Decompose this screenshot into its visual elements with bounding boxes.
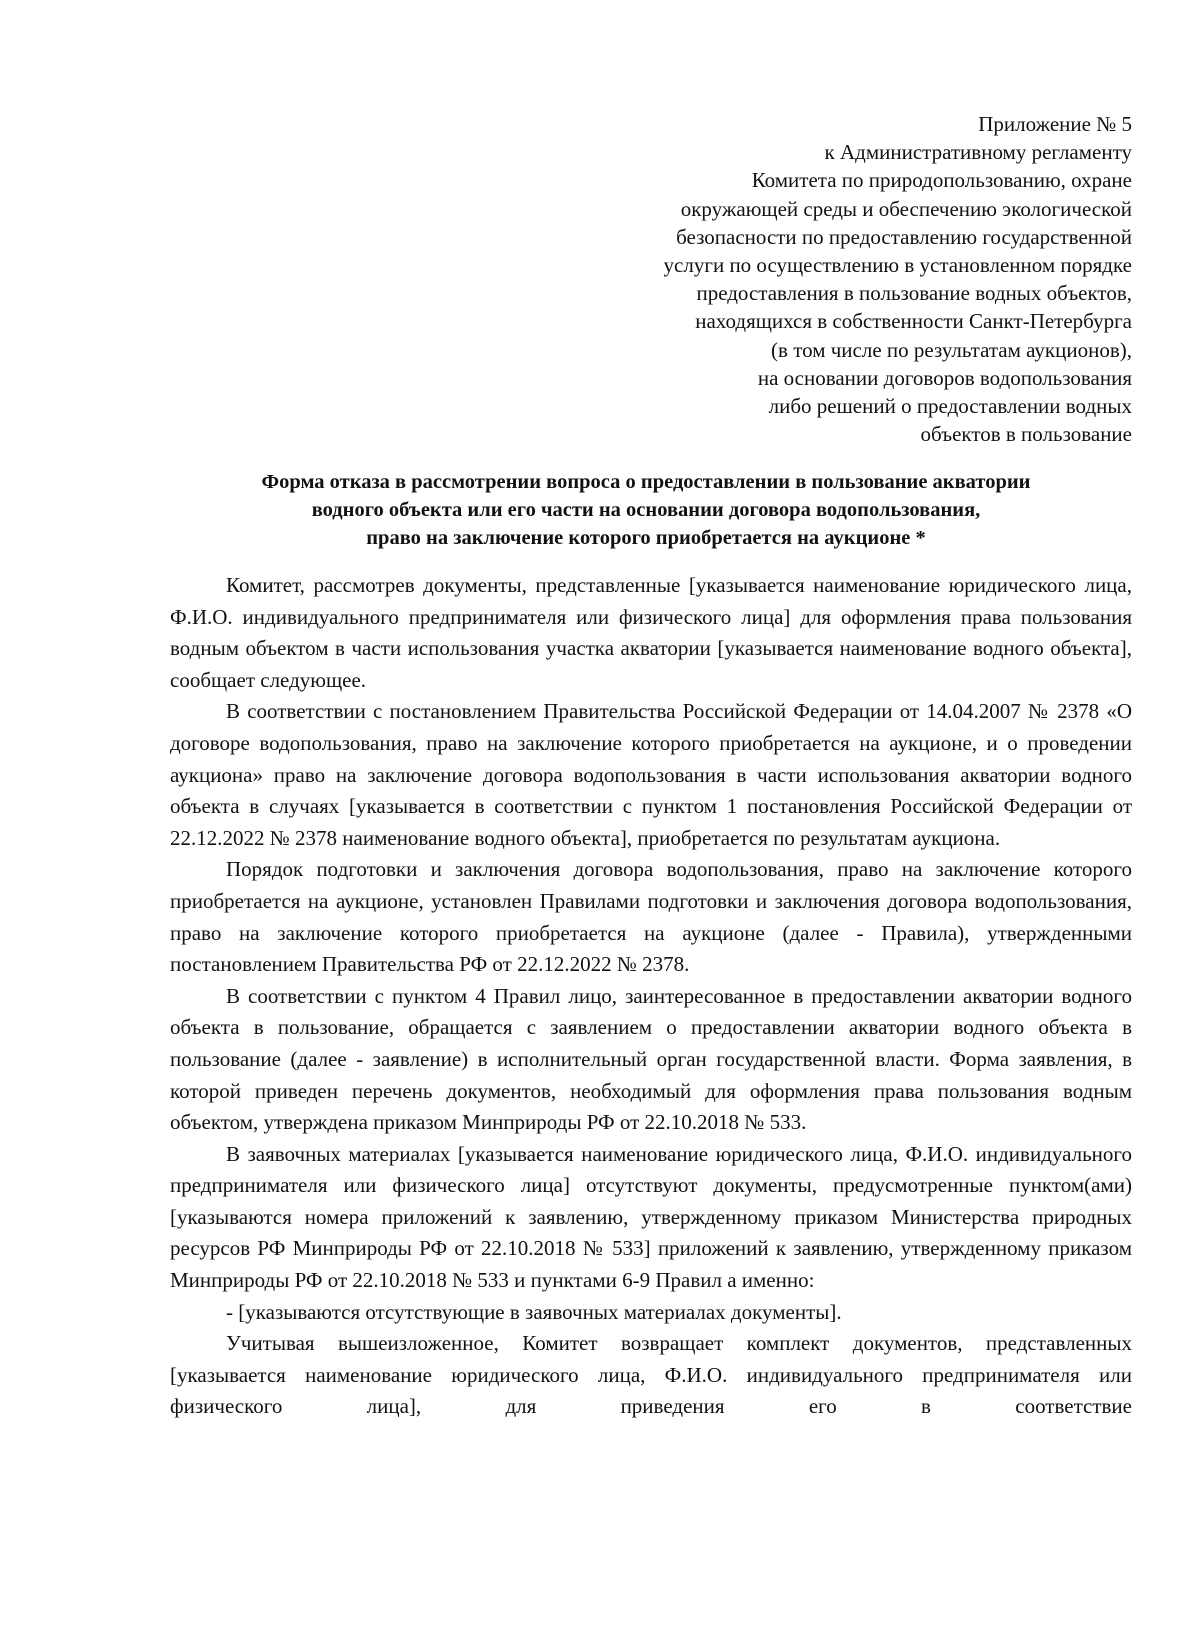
body-paragraph: В соответствии с постановлением Правительства Российской Федерации от 14.04.2007 № 2378 «О договоре водопользования, право на заключение которого приобретается на аукционе, и о проведении аукциона» право на заключение договора водопользования в части использования акватории водного объекта в случаях [указывается в соответствии с пунктом 1 постановления Российской Федерации от 22.12.2022 № 2378 наименование водного объекта], приобретается по результатам аукциона. [170, 699, 1132, 850]
document-body [170, 570, 1132, 1423]
appendix-line: на основании договоров водопользования [757, 365, 1132, 390]
appendix-line: окружающей среды и обеспечению экологической [680, 196, 1132, 221]
appendix-line: объектов в пользование [920, 422, 1132, 447]
appendix-line: безопасности по предоставлению государственной [676, 224, 1132, 249]
appendix-line: Приложение № 5 [978, 112, 1132, 136]
body-paragraph: Комитет, рассмотрев документы, представленные [указывается наименование юридического лица, Ф.И.О. индивидуального предпринимателя или физического лица] для оформления права пользования водным объектом в части использования участка акватории [указывается наименование водного объекта], сообщает следующее. [170, 573, 1132, 692]
appendix-line: Комитета по природопользованию, охране [751, 168, 1132, 193]
body-paragraph: Порядок подготовки и заключения договора водопользования, право на заключение которого приобретается на аукционе, установлен Правилами подготовки и заключения договора водопользования, право на заключение которого приобретается на аукционе (далее - Правила), утвержденными постановлением Правительства РФ от 22.12.2022 № 2378. [170, 857, 1132, 977]
appendix-line: (в том числе по результатам аукционов), [771, 337, 1132, 362]
form-title-line: водного объекта или его части на основании договора водопользования, [311, 499, 981, 521]
appendix-line: находящихся в собственности Санкт-Петербурга [695, 309, 1132, 334]
form-title-line: Форма отказа в рассмотрении вопроса о предоставлении в пользование акватории [261, 471, 1031, 493]
appendix-line: предоставления в пользование водных объектов, [696, 281, 1132, 306]
form-title-line: право на заключение которого приобретается на аукционе * [366, 527, 926, 549]
form-title [160, 468, 1132, 552]
body-paragraph: - [указываются отсутствующие в заявочных материалах документы]. [226, 1299, 842, 1324]
body-paragraph: В соответствии с пунктом 4 Правил лицо, заинтересованное в предоставлении акватории водного объекта в пользование, обращается с заявлением о предоставлении акватории водного объекта в пользование (далее - заявление) в исполнительный орган государственной власти. Форма заявления, в которой приведен перечень документов, необходимый для оформления права пользования водным объектом, утверждена приказом Минприроды РФ от 22.10.2018 № 533. [170, 983, 1132, 1135]
body-paragraph: Учитывая вышеизложенное, Комитет возвращает комплект документов, представленных [указывается наименование юридического лица, Ф.И.О. индивидуального предпринимателя или физического лица], для приведения его в соответствие [170, 1331, 1132, 1419]
body-paragraph: В заявочных материалах [указывается наименование юридического лица, Ф.И.О. индивидуального предпринимателя или физического лица] отсутствуют документы, предусмотренные пунктом(ами) [указываются номера приложений к заявлению, утвержденному приказом Министерства природных ресурсов РФ Минприроды РФ от 22.10.2018 № 533] приложений к заявлению, утвержденному приказом Минприроды РФ от 22.10.2018 № 533 и пунктами 6-9 Правил а именно: [170, 1141, 1132, 1293]
appendix-header [512, 110, 1132, 448]
appendix-line: к Административному регламенту [824, 140, 1132, 165]
appendix-line: услуги по осуществлению в установленном порядке [663, 253, 1132, 278]
appendix-line: либо решений о предоставлении водных [768, 394, 1132, 419]
